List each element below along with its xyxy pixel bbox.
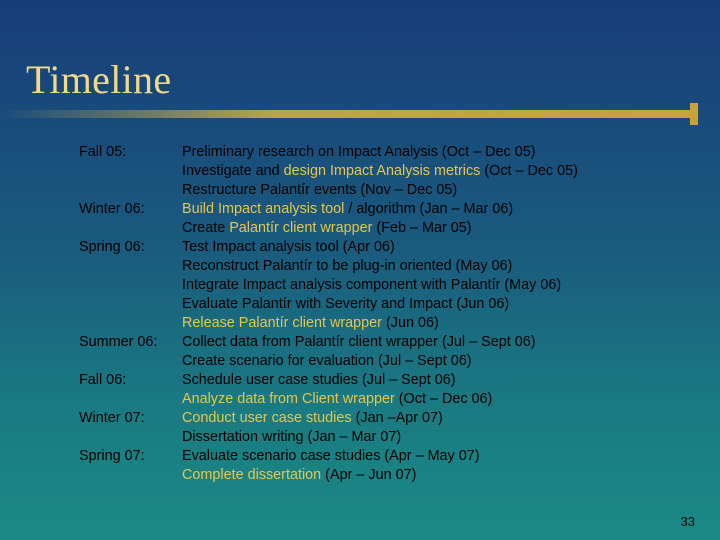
task-description (182, 390, 492, 409)
timeline-row (79, 181, 699, 200)
task-text: (Oct – Dec 05) (480, 163, 578, 179)
task-text: Schedule user case studies (Jul – Sept 06) (182, 372, 456, 388)
task-description (182, 333, 536, 352)
task-description (182, 352, 472, 371)
task-highlight: Conduct user case studies (182, 410, 352, 426)
task-description (182, 219, 472, 238)
task-highlight: Release Palantír client wrapper (182, 315, 382, 331)
task-text: Restructure Palantír events (Nov – Dec 05) (182, 182, 458, 198)
task-description (182, 409, 443, 428)
timeline-row (79, 409, 699, 428)
task-description (182, 371, 456, 390)
task-description (182, 200, 513, 219)
term-label: Fall 05: (79, 144, 127, 160)
task-text: Dissertation writing (Jan – Mar 07) (182, 429, 402, 445)
task-description (182, 314, 439, 333)
task-text: Collect data from Palantír client wrapper (Jul – Sept 06) (182, 334, 536, 350)
timeline-row (79, 257, 699, 276)
task-description (182, 428, 401, 447)
page-number: 33 (680, 514, 695, 529)
task-highlight: Palantír client wrapper (229, 220, 373, 236)
term-label: Summer 06: (79, 334, 158, 350)
timeline-row (79, 466, 699, 485)
task-text: Preliminary research on Impact Analysis (Oct – Dec 05) (182, 144, 536, 160)
task-text: Create (182, 220, 230, 236)
slide-title: Timeline (26, 57, 172, 102)
timeline-row (79, 333, 699, 352)
timeline-row (79, 295, 699, 314)
term-label: Spring 06: (79, 239, 145, 255)
task-highlight: design Impact Analysis metrics (283, 163, 481, 179)
task-text: Integrate Impact analysis component with Palantír (May 06) (182, 277, 562, 293)
task-description (182, 447, 480, 466)
task-text: Evaluate Palantír with Severity and Impact (Jun 06) (182, 296, 510, 312)
timeline-list (79, 143, 699, 485)
task-description (182, 238, 395, 257)
title-underline (0, 110, 690, 118)
task-description (182, 295, 509, 314)
term-label: Spring 07: (79, 448, 145, 464)
title-underline-tick (690, 103, 698, 125)
task-description (182, 257, 512, 276)
timeline-row (79, 314, 699, 333)
task-text: (Feb – Mar 05) (372, 220, 472, 236)
timeline-row (79, 447, 699, 466)
task-text: Create scenario for evaluation (Jul – Sept 06) (182, 353, 472, 369)
task-description (182, 143, 536, 162)
task-highlight: Complete dissertation (182, 467, 322, 483)
timeline-row (79, 428, 699, 447)
task-text: (Jan –Apr 07) (351, 410, 443, 426)
timeline-row (79, 200, 699, 219)
term-label: Fall 06: (79, 372, 127, 388)
task-description (182, 181, 457, 200)
task-text: / algorithm (Jan – Mar 06) (344, 201, 514, 217)
timeline-row (79, 219, 699, 238)
term-label: Winter 06: (79, 201, 145, 217)
task-text: Test Impact analysis tool (Apr 06) (182, 239, 395, 255)
timeline-row (79, 238, 699, 257)
task-text: (Jun 06) (381, 315, 439, 331)
timeline-row (79, 352, 699, 371)
task-highlight: Analyze data from Client wrapper (182, 391, 395, 407)
term-label: Winter 07: (79, 410, 145, 426)
task-text: Investigate and (182, 163, 284, 179)
task-description (182, 162, 578, 181)
timeline-row (79, 371, 699, 390)
task-text: (Oct – Dec 06) (394, 391, 493, 407)
timeline-row (79, 276, 699, 295)
task-description (182, 276, 561, 295)
timeline-row (79, 143, 699, 162)
task-description (182, 466, 416, 485)
task-text: (Apr – Jun 07) (321, 467, 417, 483)
task-text: Reconstruct Palantír to be plug-in oriented (May 06) (182, 258, 513, 274)
timeline-row (79, 390, 699, 409)
task-text: Evaluate scenario case studies (Apr – May 07) (182, 448, 480, 464)
task-highlight: Build Impact analysis tool (182, 201, 345, 217)
timeline-row (79, 162, 699, 181)
